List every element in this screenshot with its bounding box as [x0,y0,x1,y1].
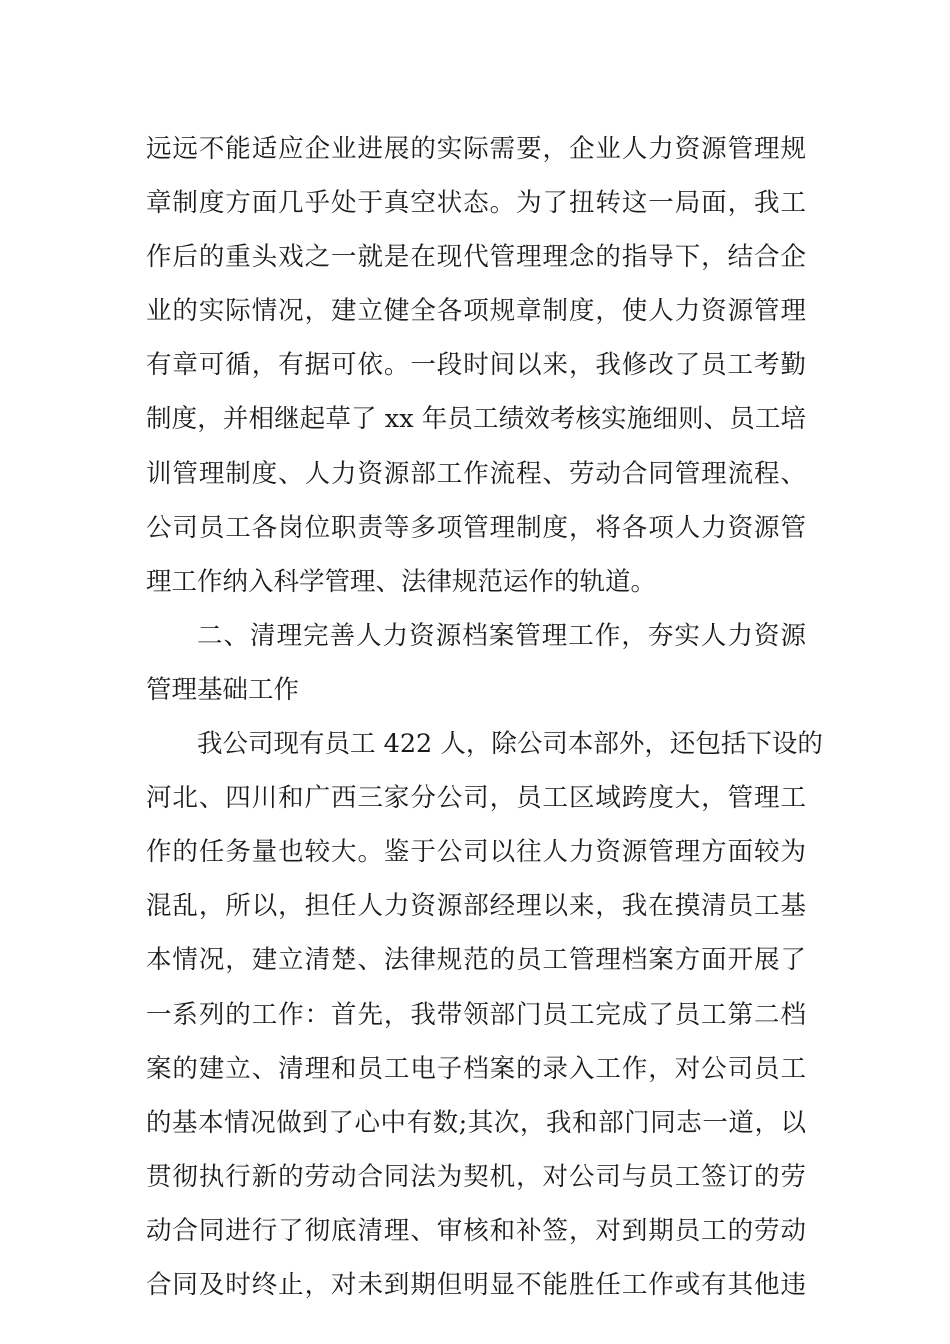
text-line: 理工作纳入科学管理、法律规范运作的轨道。 [146,566,657,597]
text-line: 制度，并相继起草了 xx 年员工绩效考核实施细则、员工培 [146,404,806,435]
text-line: 有章可循，有据可依。一段时间以来，我修改了员工考勤 [146,350,806,381]
text-line: 作的任务量也较大。鉴于公司以往人力资源管理方面较为 [146,837,806,868]
paragraph-1 [146,122,806,609]
text-line: 业的实际情况，建立健全各项规章制度，使人力资源管理 [146,296,806,327]
text-line: 远远不能适应企业进展的实际需要，企业人力资源管理规 [146,134,806,164]
text-line: 合同及时终止，对未到期但明显不能胜任工作或有其他违 [146,1269,806,1300]
paragraph-3 [146,717,823,1312]
text-line: 一系列的工作：首先，我带领部门员工完成了员工第二档 [146,999,806,1030]
text-line: 贯彻执行新的劳动合同法为契机，对公司与员工签订的劳 [146,1161,806,1192]
text-line: 本情况，建立清楚、法律规范的员工管理档案方面开展了 [146,945,806,976]
section-heading-2 [146,609,806,717]
text-line: 案的建立、清理和员工电子档案的录入工作，对公司员工 [146,1053,806,1084]
text-line: 作后的重头戏之一就是在现代管理理念的指导下，结合企 [146,242,806,273]
text-line: 混乱，所以，担任人力资源部经理以来，我在摸清员工基 [146,891,806,922]
text-line: 河北、四川和广西三家分公司，员工区域跨度大，管理工 [146,783,806,814]
text-line: 训管理制度、人力资源部工作流程、劳动合同管理流程、 [146,458,806,489]
text-line: 我公司现有员工 422 人，除公司本部外，还包括下设的 [197,729,823,760]
heading-line: 管理基础工作 [146,674,300,705]
text-line: 的基本情况做到了心中有数;其次，我和部门同志一道，以 [146,1107,806,1138]
document-body [146,122,823,1312]
heading-line: 二、清理完善人力资源档案管理工作，夯实人力资源 [197,620,806,651]
text-line: 动合同进行了彻底清理、审核和补签，对到期员工的劳动 [146,1215,806,1246]
text-line: 章制度方面几乎处于真空状态。为了扭转这一局面，我工 [146,188,806,219]
text-line: 公司员工各岗位职责等多项管理制度，将各项人力资源管 [146,512,806,543]
